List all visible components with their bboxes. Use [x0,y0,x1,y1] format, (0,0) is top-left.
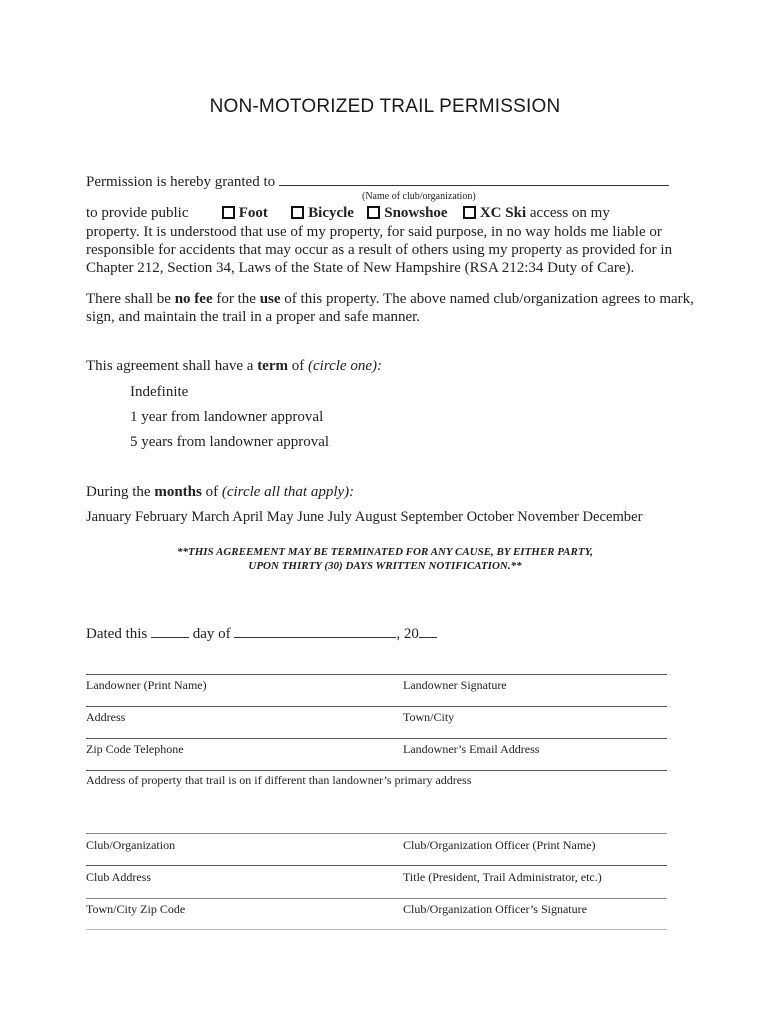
xc-ski-checkbox[interactable] [463,206,476,219]
term-option-5-years[interactable]: 5 years from landowner approval [130,434,330,450]
fee-line-2: sign, and maintain the trail in a proper and safe manner. [86,309,421,325]
landowner-row-rule[interactable] [86,674,667,675]
landowner-print-name-label: Landowner (Print Name) [86,678,207,692]
club-town-rule[interactable] [86,898,667,899]
zip-row-rule[interactable] [86,738,667,739]
fee-line-1 [86,290,694,309]
term-option-1-year[interactable]: 1 year from landowner approval [130,409,324,425]
months-list[interactable]: January February March April May June July August September October November December [86,509,643,525]
liability-line-2: responsible for accidents that may occur as a result of others using my property as provided for in [86,242,673,258]
term-text-b: of [288,358,308,374]
months-intro [86,483,354,502]
address-label: Address [86,710,126,724]
fee-text-a: There shall be [86,291,175,307]
club-address-rule[interactable] [86,865,667,866]
termination-notice-line-1: **THIS AGREEMENT MAY BE TERMINATED FOR ANY CAUSE, BY EITHER PARTY, [176,546,594,558]
snowshoe-checkbox[interactable] [367,206,380,219]
liability-line-3: Chapter 212, Section 34, Laws of the State of New Hampshire (RSA 212:34 Duty of Care). [86,260,635,276]
month-field[interactable] [234,637,396,638]
bicycle-option-label: Bicycle [308,205,354,221]
dated-line [86,625,437,644]
day-of-label: day of [192,626,231,642]
town-city-label: Town/City [403,710,455,724]
no-fee-text: no fee [174,291,213,307]
use-text: use [259,291,281,307]
club-name-field[interactable] [279,185,669,186]
foot-option-label: Foot [238,205,268,221]
granted-to-label: Permission is hereby granted to [86,174,276,190]
foot-checkbox[interactable] [222,206,235,219]
months-word: months [154,484,202,500]
club-name-hint: (Name of club/organization) [362,191,476,202]
termination-notice-line-2: UPON THIRTY (30) DAYS WRITTEN NOTIFICATION.** [248,560,522,572]
day-field[interactable] [151,637,189,638]
zip-telephone-label: Zip Code Telephone [86,742,184,756]
permission-grant-line [86,173,669,192]
term-option-indefinite[interactable]: Indefinite [130,384,189,400]
term-hint: (circle one): [308,358,382,374]
months-hint: (circle all that apply): [221,484,355,500]
property-address-rule[interactable] [86,770,667,771]
bottom-rule [86,929,667,930]
term-text-a: This agreement shall have a [86,358,258,374]
dated-this-label: Dated this [86,626,148,642]
year-field[interactable] [419,637,437,638]
snowshoe-option-label: Snowshoe [384,205,448,221]
bicycle-checkbox[interactable] [291,206,304,219]
year-prefix-label: , 20 [396,626,419,642]
page-title: NON-MOTORIZED TRAIL PERMISSION [209,96,561,117]
provide-public-label: to provide public [86,205,189,221]
club-address-label: Club Address [86,870,152,884]
liability-line-1: property. It is understood that use of my property, for said purpose, in no way holds me liable or [86,224,662,240]
months-text-a: During the [86,484,155,500]
months-text-b: of [201,484,222,500]
club-row-rule[interactable] [86,833,667,834]
landowner-signature-label: Landowner Signature [403,678,507,692]
access-tail-text: access on my [529,205,610,221]
title-field-label: Title (President, Trail Administrator, etc.) [403,870,602,884]
property-address-label: Address of property that trail is on if different than landowner’s primary address [86,773,472,787]
term-intro [86,357,382,376]
term-word: term [257,358,288,374]
club-officer-signature-label: Club/Organization Officer’s Signature [403,902,587,916]
club-organization-label: Club/Organization [86,838,176,852]
fee-text-b: for the [212,291,260,307]
access-options-line [86,204,610,223]
address-row-rule[interactable] [86,706,667,707]
xc-ski-option-label: XC Ski [479,205,527,221]
fee-text-c: of this property. The above named club/organization agrees to mark, [280,291,694,307]
club-officer-print-label: Club/Organization Officer (Print Name) [403,838,596,852]
club-town-zip-label: Town/City Zip Code [86,902,186,916]
landowner-email-label: Landowner’s Email Address [403,742,540,756]
